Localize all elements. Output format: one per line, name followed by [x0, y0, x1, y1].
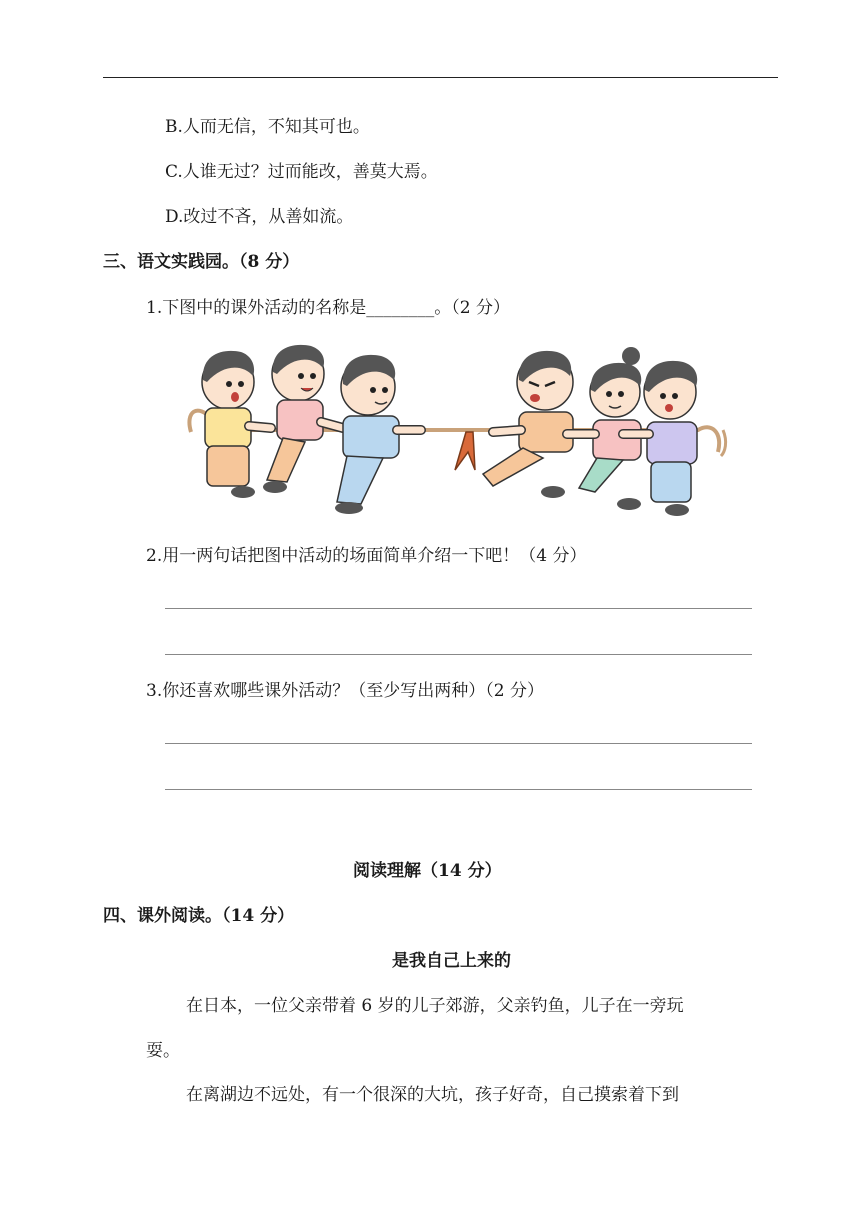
child-left-3: [335, 355, 421, 514]
answer-line-q2-1[interactable]: [165, 608, 752, 609]
section-4-heading: 四、课外阅读。（14 分）: [103, 906, 295, 926]
child-right-1: [483, 351, 573, 498]
answer-line-q2-2[interactable]: [165, 654, 752, 655]
option-c: C.人谁无过？过而能改，善莫大焉。: [165, 162, 438, 182]
option-d: D.改过不吝，从善如流。: [165, 207, 354, 227]
answer-line-q3-2[interactable]: [165, 789, 752, 790]
story-title: 是我自己上来的: [392, 951, 511, 971]
question-1: 1.下图中的课外活动的名称是________。（2 分）: [146, 298, 510, 318]
option-b: B.人而无信，不知其可也。: [165, 117, 370, 137]
rope-ribbon: [455, 432, 475, 470]
paragraph-1-line-1: 在日本，一位父亲带着 6 岁的儿子郊游，父亲钓鱼，儿子在一旁玩: [186, 996, 684, 1016]
paragraph-1-line-2: 耍。: [146, 1041, 180, 1061]
paragraph-2-line-1: 在离湖边不远处，有一个很深的大坑，孩子好奇，自己摸索着下到: [186, 1085, 679, 1105]
tug-of-war-illustration: [183, 342, 728, 527]
question-2: 2.用一两句话把图中活动的场面简单介绍一下吧！（4 分）: [146, 546, 587, 566]
page-top-rule: [103, 77, 778, 78]
child-left-1: [202, 351, 271, 498]
section-3-heading: 三、语文实践园。（8 分）: [103, 252, 300, 272]
answer-line-q3-1[interactable]: [165, 743, 752, 744]
question-3: 3.你还喜欢哪些课外活动？（至少写出两种）（2 分）: [146, 681, 544, 701]
child-left-2: [263, 345, 343, 493]
reading-part-title: 阅读理解（14 分）: [353, 861, 502, 881]
